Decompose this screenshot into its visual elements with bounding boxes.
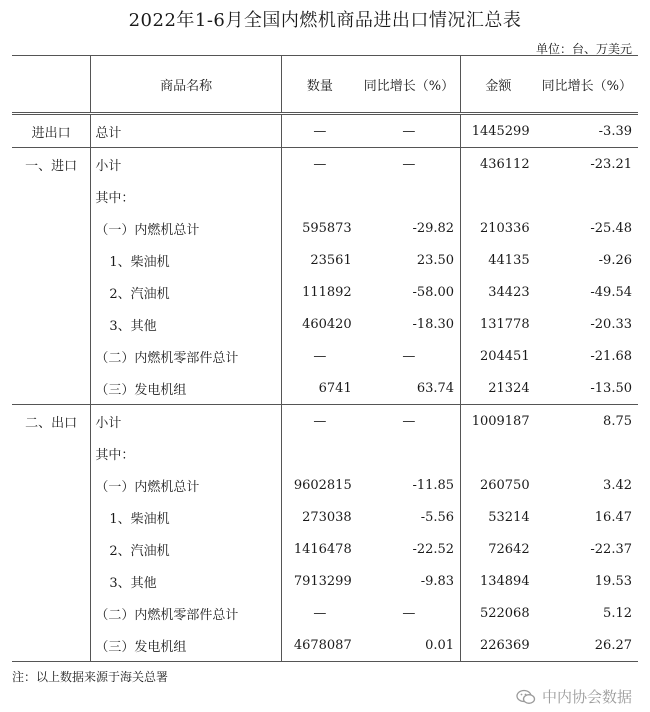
row-quantity: 7913299: [281, 565, 357, 597]
row-amount: 34423: [461, 276, 536, 308]
row-quantity: —: [281, 148, 357, 181]
row-amount: 226369: [461, 629, 536, 662]
row-name: 1、柴油机: [91, 501, 282, 533]
row-category: [12, 629, 91, 662]
row-amt-yoy: 19.53: [594, 573, 632, 589]
table-row: [12, 212, 638, 244]
row-category: [12, 437, 91, 469]
header-amount: 金额: [461, 56, 536, 114]
row-name: 其中：: [91, 180, 282, 212]
row-qty-yoy: 0.01: [358, 629, 461, 662]
row-amt-yoy: [536, 180, 638, 212]
row-quantity: 111892: [281, 276, 357, 308]
row-amount: 436112: [461, 148, 536, 181]
row-name: 总计: [91, 114, 282, 148]
table-row: [12, 437, 638, 469]
row-qty-yoy: —: [402, 156, 416, 172]
row-amount: 21324: [461, 372, 536, 405]
row-amount: 131778: [461, 308, 536, 340]
row-quantity: 4678087: [281, 629, 357, 662]
row-qty-yoy: 63.74: [358, 372, 461, 405]
table-row: [12, 405, 638, 438]
row-amt-yoy: 8.75: [603, 413, 632, 429]
table-row: [12, 114, 638, 148]
row-category: 一、进口: [25, 158, 78, 174]
table-row: [12, 340, 638, 372]
row-amt-yoy: -20.33: [590, 316, 632, 332]
row-amt-yoy: -21.68: [590, 348, 632, 364]
row-name: 小计: [91, 405, 282, 438]
row-quantity: —: [281, 405, 357, 438]
watermark: [516, 686, 632, 707]
wechat-icon: [516, 689, 536, 705]
row-amt-yoy: -25.48: [590, 220, 632, 236]
header-name: 商品名称: [91, 56, 282, 114]
row-qty-yoy: —: [402, 605, 416, 621]
page-title: 2022年1-6月全国内燃机商品进出口情况汇总表: [128, 10, 522, 31]
row-name: （二）内燃机零部件总计: [91, 340, 282, 372]
row-amt-yoy: 5.12: [603, 605, 632, 621]
row-amt-yoy: -13.50: [536, 372, 638, 405]
row-qty-yoy: -22.52: [412, 541, 455, 557]
table-row: [12, 180, 638, 212]
header-quantity: 数量: [281, 56, 357, 114]
row-quantity: [281, 437, 357, 469]
table-row: [12, 469, 638, 501]
table-row: [12, 597, 638, 629]
row-name: 1、柴油机: [91, 244, 282, 276]
row-qty-yoy: [358, 437, 461, 469]
row-amount: 53214: [461, 501, 536, 533]
row-category: [12, 180, 91, 212]
row-amount: 44135: [461, 244, 536, 276]
summary-table: [12, 55, 638, 662]
row-quantity: —: [281, 114, 357, 148]
row-quantity: 460420: [281, 308, 357, 340]
row-amount: 522068: [461, 597, 536, 629]
table-row: [12, 276, 638, 308]
row-quantity: [281, 180, 357, 212]
row-qty-yoy: —: [358, 114, 461, 148]
row-name: 2、汽油机: [91, 276, 282, 308]
row-amount: 72642: [461, 533, 536, 565]
row-category: [12, 597, 91, 629]
row-name: 其中：: [91, 437, 282, 469]
row-qty-yoy: 23.50: [416, 252, 455, 268]
row-quantity: —: [281, 597, 357, 629]
row-qty-yoy: [358, 180, 461, 212]
header-category: [12, 56, 91, 114]
row-qty-yoy: -11.85: [412, 477, 455, 493]
table-header-row: [12, 56, 638, 114]
row-qty-yoy: —: [402, 413, 416, 429]
row-category: [12, 533, 91, 565]
row-category: [12, 276, 91, 308]
row-amount: 260750: [461, 469, 536, 501]
row-category: 二、出口: [25, 415, 78, 431]
row-amt-yoy: -9.26: [598, 252, 632, 268]
table-row: [12, 629, 638, 662]
row-qty-yoy: -58.00: [412, 284, 455, 300]
row-amt-yoy: 16.47: [594, 509, 632, 525]
row-amount: 204451: [461, 340, 536, 372]
watermark-text: 中内协会数据: [541, 688, 632, 706]
table-row: [12, 308, 638, 340]
row-category: [12, 501, 91, 533]
unit-label: 单位：台、万美元: [535, 42, 632, 56]
row-amt-yoy: 26.27: [536, 629, 638, 662]
row-qty-yoy: -5.56: [420, 509, 455, 525]
table-row: [12, 244, 638, 276]
table-row: [12, 533, 638, 565]
table-row: [12, 148, 638, 181]
row-category: 进出口: [12, 114, 91, 148]
table-row: [12, 565, 638, 597]
source-note: 注：以上数据来源于海关总署: [12, 670, 169, 684]
row-name: （一）内燃机总计: [91, 212, 282, 244]
row-qty-yoy: -9.83: [420, 573, 455, 589]
row-amount: 1009187: [461, 405, 536, 438]
row-category: [12, 212, 91, 244]
row-quantity: 6741: [281, 372, 357, 405]
row-amt-yoy: -22.37: [590, 541, 632, 557]
table-row: [12, 501, 638, 533]
row-amt-yoy: -49.54: [590, 284, 632, 300]
row-amt-yoy: 3.42: [603, 477, 632, 493]
row-category: [12, 244, 91, 276]
row-quantity: 595873: [281, 212, 357, 244]
row-name: （二）内燃机零部件总计: [91, 597, 282, 629]
row-quantity: 9602815: [281, 469, 357, 501]
row-name: （三）发电机组: [91, 629, 282, 662]
row-category: [12, 469, 91, 501]
row-category: [12, 308, 91, 340]
row-amount: 210336: [461, 212, 536, 244]
row-qty-yoy: -18.30: [412, 316, 455, 332]
row-quantity: 23561: [281, 244, 357, 276]
header-amt-yoy: 同比增长（%）: [541, 78, 632, 94]
row-name: （三）发电机组: [91, 372, 282, 405]
row-quantity: 273038: [281, 501, 357, 533]
row-qty-yoy: —: [402, 348, 416, 364]
row-amount: [461, 437, 536, 469]
row-category: [12, 372, 91, 405]
row-qty-yoy: -29.82: [412, 220, 455, 236]
row-name: 3、其他: [91, 308, 282, 340]
row-amount: 1445299: [461, 114, 536, 148]
row-category: [12, 340, 91, 372]
row-amt-yoy: -23.21: [590, 156, 632, 172]
row-amount: 134894: [461, 565, 536, 597]
row-amount: [461, 180, 536, 212]
header-qty-yoy: 同比增长（%）: [363, 78, 455, 94]
row-name: 小计: [91, 148, 282, 181]
row-quantity: —: [281, 340, 357, 372]
row-amt-yoy: [536, 437, 638, 469]
row-quantity: 1416478: [281, 533, 357, 565]
table-row: [12, 372, 638, 405]
row-amt-yoy: -3.39: [536, 114, 638, 148]
row-name: 2、汽油机: [91, 533, 282, 565]
row-category: [12, 565, 91, 597]
row-name: （一）内燃机总计: [91, 469, 282, 501]
row-name: 3、其他: [91, 565, 282, 597]
